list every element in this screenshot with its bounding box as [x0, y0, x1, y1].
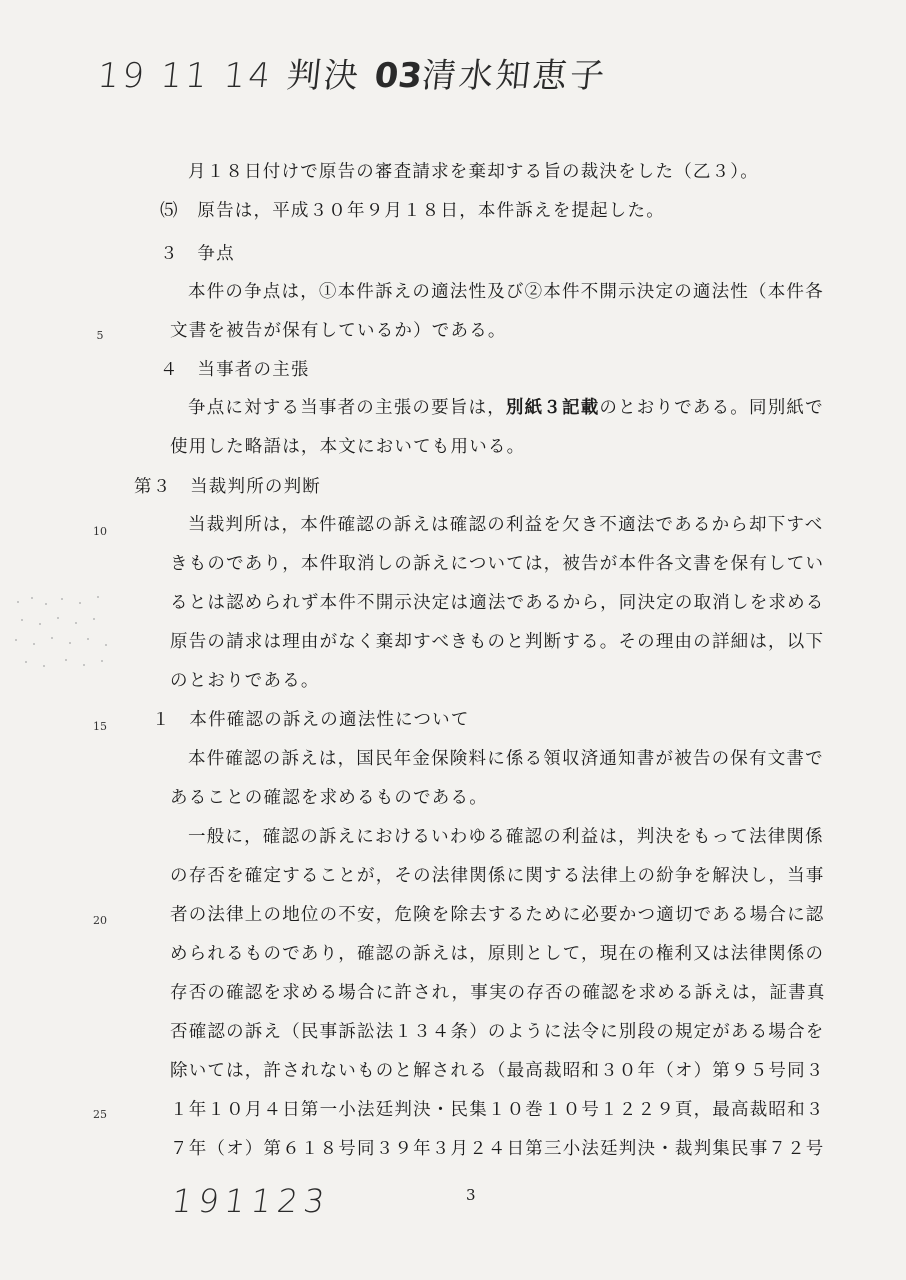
- text-segment: 争点に対する当事者の主張の要旨は，: [188, 398, 506, 418]
- text-line: 除いては，許されないものと解される（最高裁昭和３０年（オ）第９５号同３: [170, 1061, 825, 1081]
- text-line: ７年（オ）第６１８号同３９年３月２４日第三小法廷判決・裁判集民事７２号: [170, 1139, 825, 1159]
- line-number: 10: [93, 525, 107, 538]
- text-line: 本件確認の訴えは，国民年金保険料に係る領収済通知書が被告の保有文書で: [188, 749, 824, 769]
- text-line: 否確認の訴え（民事訴訟法１３４条）のように法令に別段の規定がある場合を: [170, 1022, 825, 1042]
- page-number: 3: [466, 1186, 476, 1204]
- text-segment: のとおりである。同別紙で: [599, 398, 824, 418]
- line-number: 25: [93, 1108, 107, 1121]
- text-line: きものであり，本件取消しの訴えについては，被告が本件各文書を保有してい: [170, 554, 825, 574]
- text-line: るとは認められず本件不開示決定は適法であるから，同決定の取消しを求める: [170, 593, 825, 613]
- text-line: 存否の確認を求める場合に許され，事実の存否の確認を求める訴えは，証書真: [170, 983, 826, 1003]
- handwritten-footer-note: 191123: [169, 1182, 333, 1220]
- text-line: 月１８日付けで原告の審査請求を棄却する旨の裁決をした（乙３）。: [188, 162, 759, 182]
- section-heading: ３ 争点: [160, 244, 235, 264]
- line-number: 15: [93, 720, 107, 733]
- handwritten-kind: 判決: [284, 56, 363, 96]
- text-line: 者の法律上の地位の不安，危険を除去するために必要かつ適切である場合に認: [170, 905, 825, 925]
- text-line: 使用した略語は，本文においても用いる。: [170, 437, 526, 457]
- handwritten-header-note: [95, 48, 610, 97]
- text-line: ⑸ 原告は，平成３０年９月１８日，本件訴えを提起した。: [160, 201, 665, 221]
- text-line: 本件の争点は，①本件訴えの適法性及び②本件不開示決定の適法性（本件各: [188, 282, 824, 302]
- line-number: 20: [93, 914, 107, 927]
- handwritten-code: 03: [372, 56, 425, 96]
- chapter-heading: 第３ 当裁判所の判断: [134, 477, 321, 497]
- text-line: あることの確認を求めるものである。: [170, 788, 488, 808]
- text-line: のとおりである。: [170, 671, 320, 691]
- text-line: められるものであり，確認の訴えは，原則として，現在の権利又は法律関係の: [170, 944, 825, 964]
- appendix-reference: 別紙３記載: [505, 398, 600, 418]
- scan-speckle: [10, 590, 120, 680]
- line-number: 5: [96, 329, 104, 342]
- section-heading: １ 本件確認の訴えの適法性について: [152, 710, 470, 730]
- text-line: 原告の請求は理由がなく棄却すべきものと判断する。その理由の詳細は，以下: [170, 632, 825, 652]
- text-line: 文書を被告が保有しているか）である。: [170, 321, 507, 341]
- text-line: １年１０月４日第一小法廷判決・民集１０巻１０号１２２９頁，最高裁昭和３: [170, 1100, 825, 1120]
- text-line: 一般に，確認の訴えにおけるいわゆる確認の利益は，判決をもって法律関係: [188, 827, 824, 847]
- text-line: の存否を確定することが，その法律関係に関する法律上の紛争を解決し，当事: [170, 866, 825, 886]
- text-line: 当裁判所は，本件確認の訴えは確認の利益を欠き不適法であるから却下すべ: [188, 515, 824, 535]
- section-heading: ４ 当事者の主張: [160, 360, 310, 380]
- text-line: [188, 396, 824, 420]
- handwritten-judge-name: 清水知恵子: [419, 56, 610, 96]
- handwritten-date: 19 11 14: [95, 56, 276, 96]
